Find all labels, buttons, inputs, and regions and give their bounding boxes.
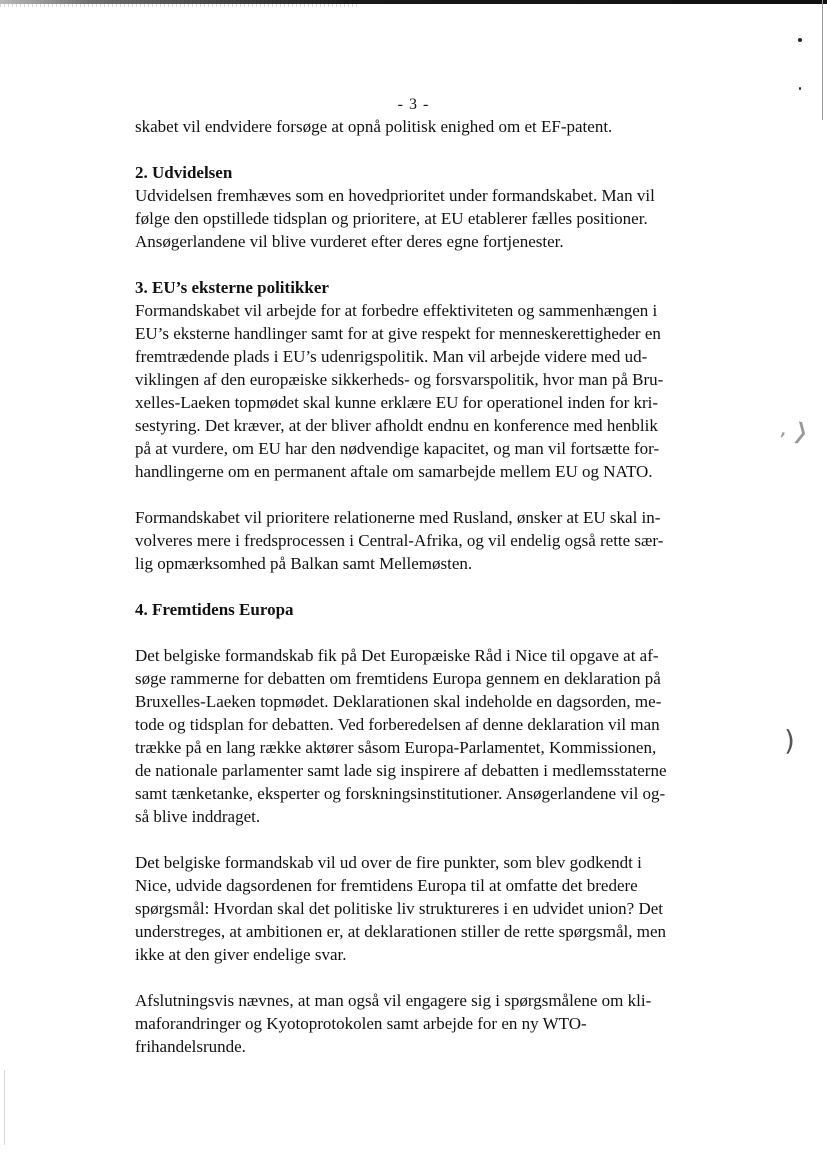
text-line: volveres mere i fredsprocessen i Central-Afrika, og vil endelig også rette sær- <box>135 531 664 550</box>
section-heading: 3. EU’s eksterne politikker <box>135 278 329 297</box>
scan-edge-left <box>4 1070 5 1145</box>
scan-speck <box>798 38 802 42</box>
text-line: ikke at den giver endelige svar. <box>135 945 347 964</box>
text-line: samt tænketanke, eksperter og forskningsinstitutioner. Ansøgerlandene vil og- <box>135 784 666 803</box>
section-udvidelsen <box>135 161 735 253</box>
section-fremtidens-europa <box>135 598 735 1058</box>
scan-speck <box>799 87 801 90</box>
text-line: de nationale parlamenter samt lade sig inspirere af debatten i medlemsstaterne <box>135 761 667 780</box>
text-line: lig opmærksomhed på Balkan samt Mellemøsten. <box>135 554 473 573</box>
text-line: spørgsmål: Hvordan skal det politiske liv struktureres i en udvidet union? Det <box>135 899 664 918</box>
text-line: Ansøgerlandene vil blive vurderet efter deres egne fortjenester. <box>135 232 564 251</box>
text-line: tode og tidsplan for debatten. Ved forberedelsen af denne deklaration vil man <box>135 715 660 734</box>
text-line: trække på en lang række aktører såsom Europa-Parlamentet, Kommissionen, <box>135 738 657 757</box>
margin-mark: ) <box>784 724 795 757</box>
text-line: sestyring. Det kræver, at der bliver afholdt endnu en konference med henblik <box>135 416 658 435</box>
text-line: xelles-Laeken topmødet skal kunne erklære EU for operationel inden for kri- <box>135 393 659 412</box>
text-line: så blive inddraget. <box>135 807 261 826</box>
text-line: søge rammerne for debatten om fremtidens Europa gennem en deklaration på <box>135 669 661 688</box>
text-line: skabet vil endvidere forsøge at opnå politisk enighed om et EF-patent. <box>135 117 613 136</box>
text-line: understreges, at ambitionen er, at deklarationen stiller de rette spørgsmål, men <box>135 922 667 941</box>
scan-noise-top <box>0 4 360 7</box>
paragraph <box>135 506 735 575</box>
section-eksterne-politikker <box>135 276 735 575</box>
text-line: Formandskabet vil arbejde for at forbedre effektiviteten og sammenhængen i <box>135 301 658 320</box>
paragraph <box>135 989 735 1058</box>
section-heading: 4. Fremtidens Europa <box>135 600 294 619</box>
document-body <box>135 115 735 1058</box>
text-line: Udvidelsen fremhæves som en hovedprioritet under formandskabet. Man vil <box>135 186 655 205</box>
text-line: Nice, udvide dagsordenen for fremtidens Europa til at omfatte det bredere <box>135 876 638 895</box>
text-line: Formandskabet vil prioritere relationerne med Rusland, ønsker at EU skal in- <box>135 508 661 527</box>
text-line: fremtrædende plads i EU’s udenrigspolitik. Man vil arbejde videre med ud- <box>135 347 648 366</box>
text-line: viklingen af den europæiske sikkerheds- og forsvarspolitik, hvor man på Bru- <box>135 370 664 389</box>
text-line: følge den opstillede tidsplan og prioritere, at EU etablerer fælles positioner. <box>135 209 648 228</box>
page-number: - 3 - <box>397 96 430 113</box>
text-line: maforandringer og Kyotoprotokolen samt arbejde for en ny WTO- <box>135 1014 587 1033</box>
paragraph <box>135 184 735 253</box>
paragraph <box>135 851 735 966</box>
paragraph <box>135 644 735 828</box>
text-line: frihandelsrunde. <box>135 1037 246 1056</box>
text-line: Det belgiske formandskab fik på Det Europæiske Råd i Nice til opgave at af- <box>135 646 659 665</box>
text-line: Afslutningsvis nævnes, at man også vil engagere sig i spørgsmålene om kli- <box>135 991 652 1010</box>
text-line: på at vurdere, om EU har den nødvendige kapacitet, og man vil fortsætte for- <box>135 439 660 458</box>
text-line: Det belgiske formandskab vil ud over de fire punkter, som blev godkendt i <box>135 853 642 872</box>
text-line: Bruxelles-Laeken topmødet. Deklarationen skal indeholde en dagsorden, me- <box>135 692 662 711</box>
text-line: EU’s eksterne handlinger samt for at give respekt for menneskerettigheder en <box>135 324 661 343</box>
paragraph <box>135 299 735 483</box>
section-heading: 2. Udvidelsen <box>135 163 233 182</box>
margin-mark: , ❭ <box>773 414 813 447</box>
intro-paragraph <box>135 115 735 138</box>
text-line: handlingerne om en permanent aftale om samarbejde mellem EU og NATO. <box>135 462 653 481</box>
